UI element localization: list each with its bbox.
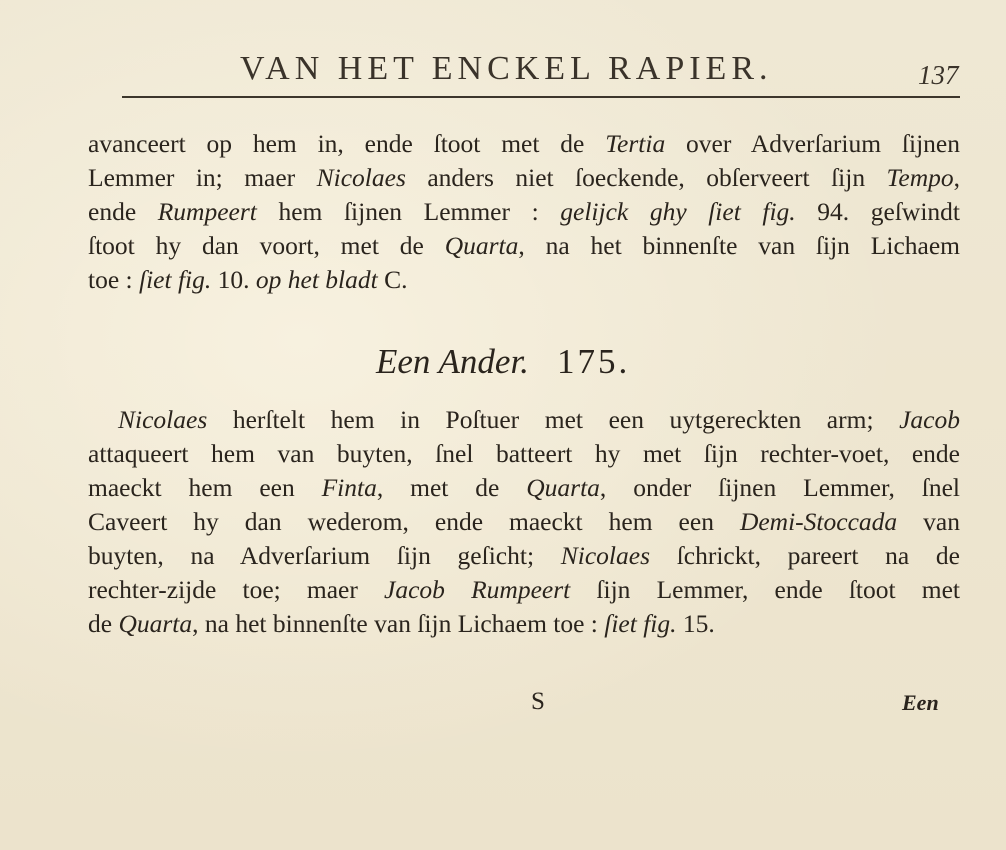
text-run: toe :	[88, 265, 139, 294]
text-run: ſijn Lemmer, ende ſtoot met	[570, 575, 960, 604]
italic-run: op het bladt	[255, 265, 378, 294]
text-run: attaqueert hem van buyten, ſnel batteert hy met ſijn rechter-voet, ende	[88, 439, 960, 468]
text-line	[88, 437, 960, 471]
text-line	[88, 539, 960, 573]
italic-run: Jacob	[899, 405, 960, 434]
text-line	[88, 471, 960, 505]
text-run: over Adverſarium ſijnen	[665, 129, 961, 158]
italic-run: Tertia	[605, 129, 666, 158]
italic-run: ſiet fig.	[604, 609, 677, 638]
italic-run: gelijck ghy ſiet fig.	[560, 197, 796, 226]
italic-run: Tempo	[886, 163, 954, 192]
text-run: , na het binnenſte van ſijn Lichaem toe :	[192, 609, 605, 638]
text-run: ende	[88, 197, 158, 226]
text-run: ſtoot hy dan voort, met de	[88, 231, 445, 260]
text-line	[88, 195, 960, 229]
paragraph-1	[88, 127, 960, 297]
text-line	[88, 229, 960, 263]
text-run: maeckt hem een	[88, 473, 322, 502]
text-run: anders niet ſoeckende, obſerveert ſijn	[405, 163, 887, 192]
italic-run: ſiet fig.	[139, 265, 212, 294]
italic-run: Quarta	[526, 473, 600, 502]
text-run: , onder ſijnen Lemmer, ſnel	[599, 473, 960, 502]
italic-run: Nicolaes	[316, 163, 406, 192]
italic-run: Rumpeert	[157, 197, 257, 226]
header-rule	[122, 96, 960, 98]
section-title: Een Ander.	[376, 342, 529, 381]
text-run: Caveert hy dan wederom, ende maeckt hem een	[88, 507, 740, 536]
text-run: herſtelt hem in Poſtuer met een uytgereckten arm;	[207, 405, 900, 434]
text-line	[88, 607, 960, 641]
text-line	[88, 161, 960, 195]
italic-run: Nicolaes	[118, 405, 208, 434]
text-run: Lemmer in; maer	[88, 163, 317, 192]
italic-run: Jacob Rumpeert	[384, 575, 571, 604]
text-line	[88, 403, 960, 437]
catchword: Een	[902, 690, 939, 715]
text-run: , met de	[376, 473, 527, 502]
italic-run: Quarta	[444, 231, 519, 260]
text-line	[88, 127, 960, 161]
text-run: 94. geſwindt	[795, 197, 960, 226]
italic-run: Quarta	[118, 609, 193, 638]
text-line	[88, 505, 960, 539]
text-run: hem ſijnen Lemmer :	[256, 197, 561, 226]
text-run: rechter-zijde toe; maer	[88, 575, 385, 604]
text-run: ſchrickt, pareert na de	[650, 541, 960, 570]
italic-run: Nicolaes	[560, 541, 650, 570]
running-head: VAN HET ENCKEL RAPIER.	[240, 50, 773, 87]
text-run: van	[897, 507, 960, 536]
signature-mark: S	[531, 688, 545, 715]
page-number: 137	[918, 60, 959, 90]
text-run: C.	[377, 265, 408, 294]
text-line	[88, 263, 960, 297]
italic-run: Demi-Stoccada	[739, 507, 898, 536]
text-run: avanceert op hem in, ende ſtoot met de	[88, 129, 606, 158]
text-run: buyten, na Adverſarium ſijn geſicht;	[88, 541, 561, 570]
text-run: ,	[953, 163, 960, 192]
text-run: , na het binnenſte van ſijn Lichaem	[518, 231, 960, 260]
text-run: 15.	[676, 609, 715, 638]
section-heading	[376, 342, 630, 382]
text-run: de	[88, 609, 119, 638]
paragraph-2	[88, 403, 960, 641]
text-run: 10.	[211, 265, 256, 294]
text-line	[88, 573, 960, 607]
italic-run: Finta	[321, 473, 377, 502]
section-number: 175.	[556, 342, 631, 381]
